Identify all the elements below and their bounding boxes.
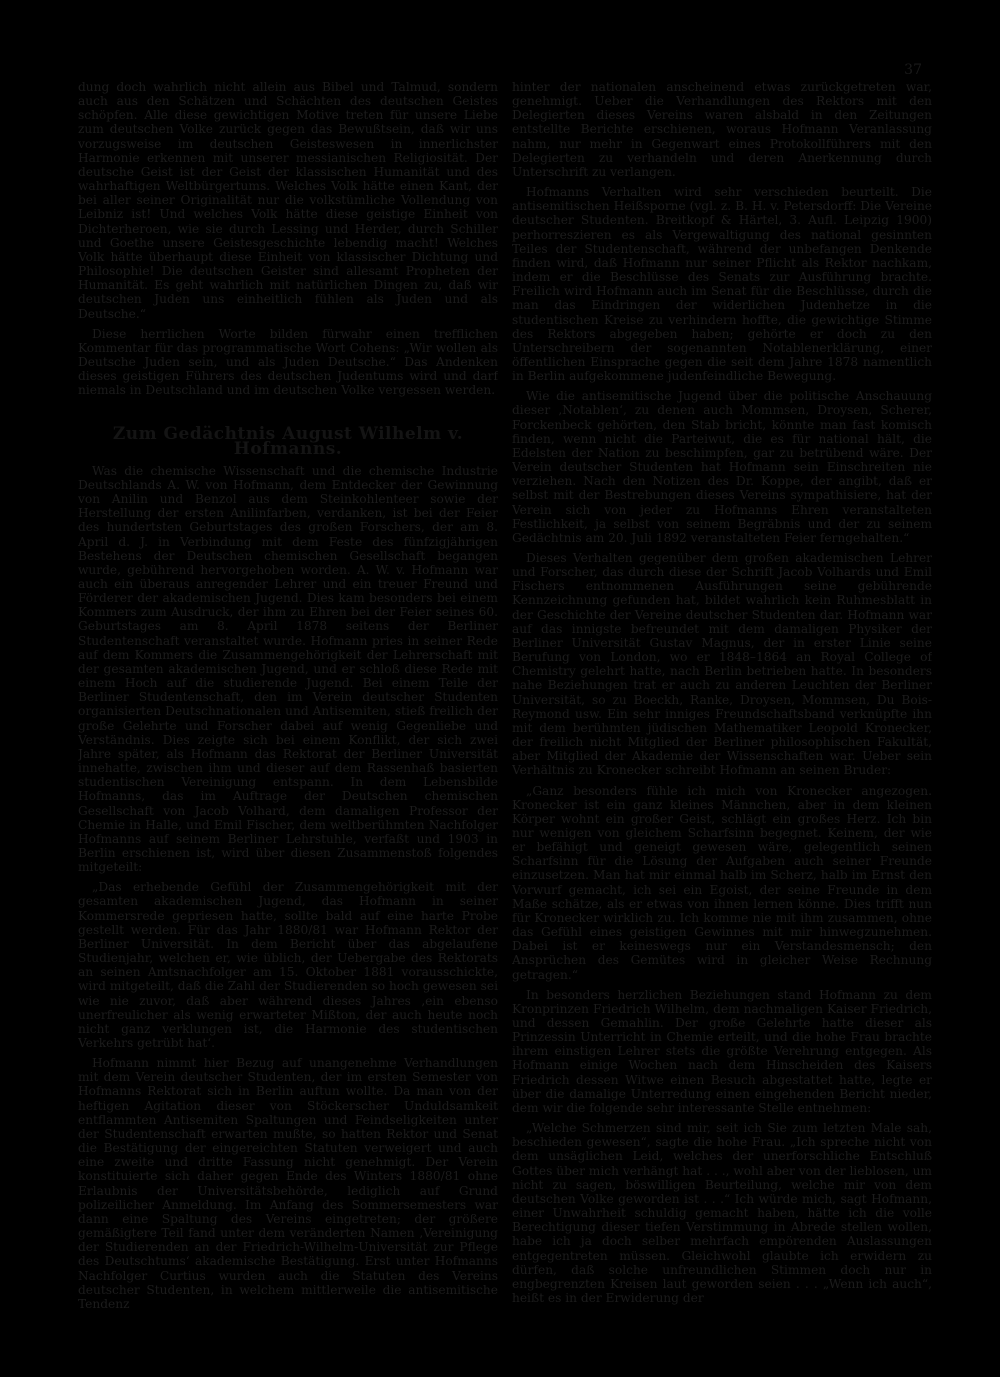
paragraph: Hofmann nimmt hier Bezug auf unangenehme Verhandlungen mit dem Verein deutscher Studenten, der im ersten Semester von Hofmanns Rektorat sich in Berlin auftun wollte. Da man von der heftigen Agitation dieser von Stöckerscher Unduldsamkeit entflammten Antisemiten Spaltungen und Feindseligkeiten unter der Studentenschaft erwarten mußte, so hatten Rektor und Senat die Bestätigung der eingereichten Statuten verweigert und auch eine zweite und dritte Fassung nicht genehmigt. Der Verein konstituierte sich daher gegen Ende des Winters 1880/81 ohne Erlaubnis der Universitätsbehörde, lediglich auf Grund polizeilicher Anmeldung. Im Anfang des Sommersemesters war dann eine Spaltung des Vereins eingetreten; der größere gemäßigtere Teil fand unter dem veränderten Namen ‚Vereinigung der Studierenden an der Friedrich-Wilhelm-Universität zur Pflege des Deutschtums‘ akademische Bestätigung. Erst unter Hofmanns Nachfolger Curtius wurden auch die Statuten des Vereins deutscher Studenten, in welchem mittlerweile die antisemitische Tendenz	[78, 1056, 498, 1311]
paragraph: hinter der nationalen anscheinend etwas zurückgetreten war, genehmigt. Ueber die Verhandlungen des Rektors mit den Delegierten dieses Vereins waren alsbald in den Zeitungen entstellte Berichte erschienen, woraus Hofmann Veranlassung nahm, nur mehr in Gegenwart eines Protokollführers mit den Delegierten zu verhandeln und deren Anerkennung durch Unterschrift zu verlangen.	[512, 80, 932, 179]
right-column	[512, 80, 932, 1360]
paragraph: dung doch wahrlich nicht allein aus Bibel und Talmud, sondern auch aus den Schätzen und Schächten des deutschen Geistes schöpfen. Alle diese gewichtigen Motive treten für unsere Liebe zum deutschen Volke zurück gegen das Bewußtsein, daß wir uns vorzugsweise im deutschen Geisteswesen in innerlichster Harmonie erkennen mit unserer messianischen Religiosität. Der deutsche Geist ist der Geist der klassischen Humanität und des wahrhaftigen Weltbürgertums. Welches Volk hätte einen Kant, der bei aller seiner Originalität nur die volkstümliche Vollendung von Leibniz ist! Und welches Volk hätte diese geistige Einheit von Dichterheroen, wie sie durch Lessing und Herder, durch Schiller und Goethe unsere Geistesgeschichte lebendig macht! Welches Volk hätte überhaupt diese Einheit von klassischer Dichtung und Philosophie! Die deutschen Geister sind allesamt Propheten der Humanität. Es geht wahrlich mit natürlichen Dingen zu, daß wir deutschen Juden uns einheitlich fühlen als Juden und als Deutsche.“	[78, 80, 498, 321]
page-number: 37	[904, 62, 922, 78]
paragraph: Was die chemische Wissenschaft und die chemische Industrie Deutschlands A. W. von Hofmann, dem Entdecker der Gewinnung von Anilin und Benzol aus dem Steinkohlenteer sowie der Herstellung der ersten Anilinfarben, verdanken, ist bei der Feier des hundertsten Geburtstages des großen Forschers, der am 8. April d. J. in Verbindung mit dem Feste des fünfzigjährigen Bestehens der Deutschen chemischen Gesellschaft begangen wurde, gebührend hervorgehoben worden. A. W. v. Hofmann war auch ein überaus anregender Lehrer und ein treuer Freund und Förderer der akademischen Jugend. Dies kam besonders bei einem Kommers zum Ausdruck, der ihm zu Ehren bei der Feier seines 60. Geburtstages am 8. April 1878 seitens der Berliner Studentenschaft veranstaltet wurde. Hofmann pries in seiner Rede auf dem Kommers die Zusammengehörigkeit der Lehrerschaft mit der gesamten akademischen Jugend, und er schloß diese Rede mit einem Hoch auf die studierende Jugend. Bei einem Teile der Berliner Studentenschaft, den im Verein deutscher Studenten organisierten Deutschnationalen und Antisemiten, stieß freilich der große Gelehrte und Forscher dabei auf wenig Gegenliebe und Verständnis. Dies zeigte sich bei einem Konflikt, der sich zwei Jahre später, als Hofmann das Rektorat der Berliner Universität innehatte, zwischen ihm und dieser auf dem Rassenhaß basierten studentischen Vereinigung entspann. In dem Lebensbilde Hofmanns, das im Auftrage der Deutschen chemischen Gesellschaft von Jacob Volhard, dem damaligen Professor der Chemie in Halle, und Emil Fischer, dem weltberühmten Nachfolger Hofmanns auf seinem Berliner Lehrstuhle, verfaßt und 1903 in Berlin erschienen ist, wird über diesen Zusammenstoß folgendes mitgeteilt:	[78, 463, 498, 875]
paragraph: Diese herrlichen Worte bilden fürwahr einen trefflichen Kommentar für das programmatische Wort Cohens: „Wir wollen als Deutsche Juden sein, und als Juden Deutsche.“ Das Andenken dieses geistigen Führers des deutschen Judentums wird und darf niemals in Deutschland und im deutschen Volke vergessen werden.	[78, 326, 498, 398]
article-heading: Zum Gedächtnis August Wilhelm v. Hofmanns.	[112, 424, 464, 459]
paragraph: Hofmanns Verhalten wird sehr verschieden beurteilt. Die antisemitischen Heißsporne (vgl. z. B. H. v. Petersdorff: Die Vereine deutscher Studenten. Breitkopf & Härtel, 3. Aufl. Leipzig 1900) perhorreszieren es als Vergewaltigung des national gesinnten Teiles der Studentenschaft, während der unbefangen Denkende finden wird, daß Hofmann nur seiner Pflicht als Rektor nachkam, indem er die Beschlüsse des Senats zur Ausführung brachte. Freilich wird Hofmann auch im Senat für die Beschlüsse, durch die man das Eindringen der widerlichen Judenhetze in die studentischen Kreise zu verhindern hoffte, die gewichtige Stimme des Rektors abgegeben haben; gehörte er doch zu den Unterschreibern der sogenannten Notablenerklärung, einer öffentlichen Einsprache gegen die seit dem Jahre 1878 namentlich in Berlin aufgekommene judenfeindliche Bewegung.	[512, 185, 932, 384]
quote-paragraph: „Welche Schmerzen sind mir, seit ich Sie zum letzten Male sah, beschieden gewesen“, sagte die hohe Frau. „Ich spreche nicht von dem unsäglichen Leid, welches der unerforschliche Entschluß Gottes über mich verhängt hat . . ., wohl aber von der lieblosen, um nicht zu sagen, böswilligen Beurteilung, welche mir von dem deutschen Volke geworden ist . . .“ Ich würde mich, sagt Hofmann, einer Unwahrheit schuldig gemacht haben, hätte ich die volle Berechtigung dieser tiefen Verstimmung in Abrede stellen wollen, habe ich ja doch selber mehrfach empörenden Auslassungen entgegentreten müssen. Gleichwohl glaubte ich erwidern zu dürfen, daß solche unfreundlichen Stimmen doch nur in engbegrenzten Kreisen laut geworden seien . . . „Wenn ich auch“, heißt es in der Erwiderung der	[512, 1121, 932, 1305]
quote-paragraph: „Das erhebende Gefühl der Zusammengehörigkeit mit der gesamten akademischen Jugend, das Hofmann in seiner Kommersrede gepriesen hatte, sollte bald auf eine harte Probe gestellt werden. Für das Jahr 1880/81 war Hofmann Rektor der Berliner Universität. In dem Bericht über das abgelaufene Studienjahr, welchen er, wie üblich, der Uebergabe des Rektorats an seinen Amtsnachfolger am 15. Oktober 1881 vorausschickte, wird mitgeteilt, daß die Zahl der Studierenden so hoch gewesen sei wie nie zuvor, daß aber während dieses Jahres ‚ein ebenso unerfreulicher als wenig erwarteter Mißton, der auch heute noch nicht ganz verklungen ist, die Harmonie des studentischen Verkehrs getrübt hat‘.	[78, 880, 498, 1050]
left-column	[78, 80, 498, 1360]
paragraph: In besonders herzlichen Beziehungen stand Hofmann zu dem Kronprinzen Friedrich Wilhelm, dem nachmaligen Kaiser Friedrich, und dessen Gemahlin. Der große Gelehrte hatte dieser als Prinzessin Unterricht in Chemie erteilt, und die hohe Frau brachte ihrem einstigen Lehrer stets die größte Verehrung entgegen. Als Hofmann einige Wochen nach dem Hinscheiden des Kaisers Friedrich dessen Witwe einen Besuch abgestattet hatte, legte er über die damalige Unterredung einen eingehenden Bericht nieder, dem wir die folgende sehr interessante Stelle entnehmen:	[512, 987, 932, 1115]
paragraph: Dieses Verhalten gegenüber dem großen akademischen Lehrer und Forscher, das durch diese der Schrift Jacob Volhards und Emil Fischers entnommenen Ausführungen seine gebührende Kennzeichnung gefunden hat, bildet wahrlich kein Ruhmesblatt in der Geschichte der Vereine deutscher Studenten dar. Hofmann war auf das innigste befreundet mit dem damaligen Physiker der Berliner Universität Gustav Magnus, der in erster Linie seine Berufung von London, wo er 1848–1864 an Royal College of Chemistry gelehrt hatte, nach Berlin betrieben hatte. In besonders nahe Beziehungen trat er auch zu anderen Leuchten der Berliner Universität, so zu Boeckh, Ranke, Droysen, Mommsen, Du Bois-Reymond usw. Ein sehr inniges Freundschaftsband verknüpfte ihn mit dem berühmten jüdischen Mathematiker Leopold Kronecker, der freilich nicht Mitglied der Berliner philosophischen Fakultät, aber Mitglied der Akademie der Wissenschaften war. Ueber sein Verhältnis zu Kronecker schreibt Hofmann an seinen Bruder:	[512, 551, 932, 778]
quote-paragraph: „Ganz besonders fühle ich mich von Kronecker angezogen. Kronecker ist ein ganz kleines Männchen, aber in dem kleinen Körper wohnt ein großer Geist, schlägt ein großes Herz. Ich bin nur wenigen von gleichem Scharfsinn begegnet. Keinem, der wie er befähigt und geneigt gewesen wäre, gelegentlich seinen Scharfsinn für die Lösung der Aufgaben auch seiner Freunde einzusetzen. Man hat mir einmal halb im Scherz, halb im Ernst den Vorwurf gemacht, ich sei ein Egoist, der seine Freunde in dem Maße schätze, als er etwas von ihnen lernen könne. Dies trifft nun für Kronecker wirklich zu. Ich komme nie mit ihm zusammen, ohne das Gefühl eines geistigen Gewinnes mit mir hinwegzunehmen. Dabei ist er keineswegs nur ein Verstandesmensch; den Ansprüchen des Gemütes wird in gleicher Weise Rechnung getragen.“	[512, 783, 932, 982]
paragraph: Wie die antisemitische Jugend über die politische Anschauung dieser ‚Notablen‘, zu denen auch Mommsen, Droysen, Scherer, Forckenbeck gehörten, den Stab bricht, könnte man fast komisch finden, wenn nicht die Parteiwut, die es für national hält, die Edelsten der Nation zu beschimpfen, gar zu betrübend wäre. Der Verein deutscher Studenten hat Hofmann sein Einschreiten nie verziehen. Nach den Notizen des Dr. Koppe, der angibt, daß er selbst mit der Bestrebungen dieses Vereins sympathisiere, hat der Verein sich von jeder zu Hofmanns Ehren veranstalteten Festlichkeit, ja selbst von seinem Begräbnis und der zu seinem Gedächtnis am 20. Juli 1892 veranstalteten Feier ferngehalten.“	[512, 389, 932, 545]
